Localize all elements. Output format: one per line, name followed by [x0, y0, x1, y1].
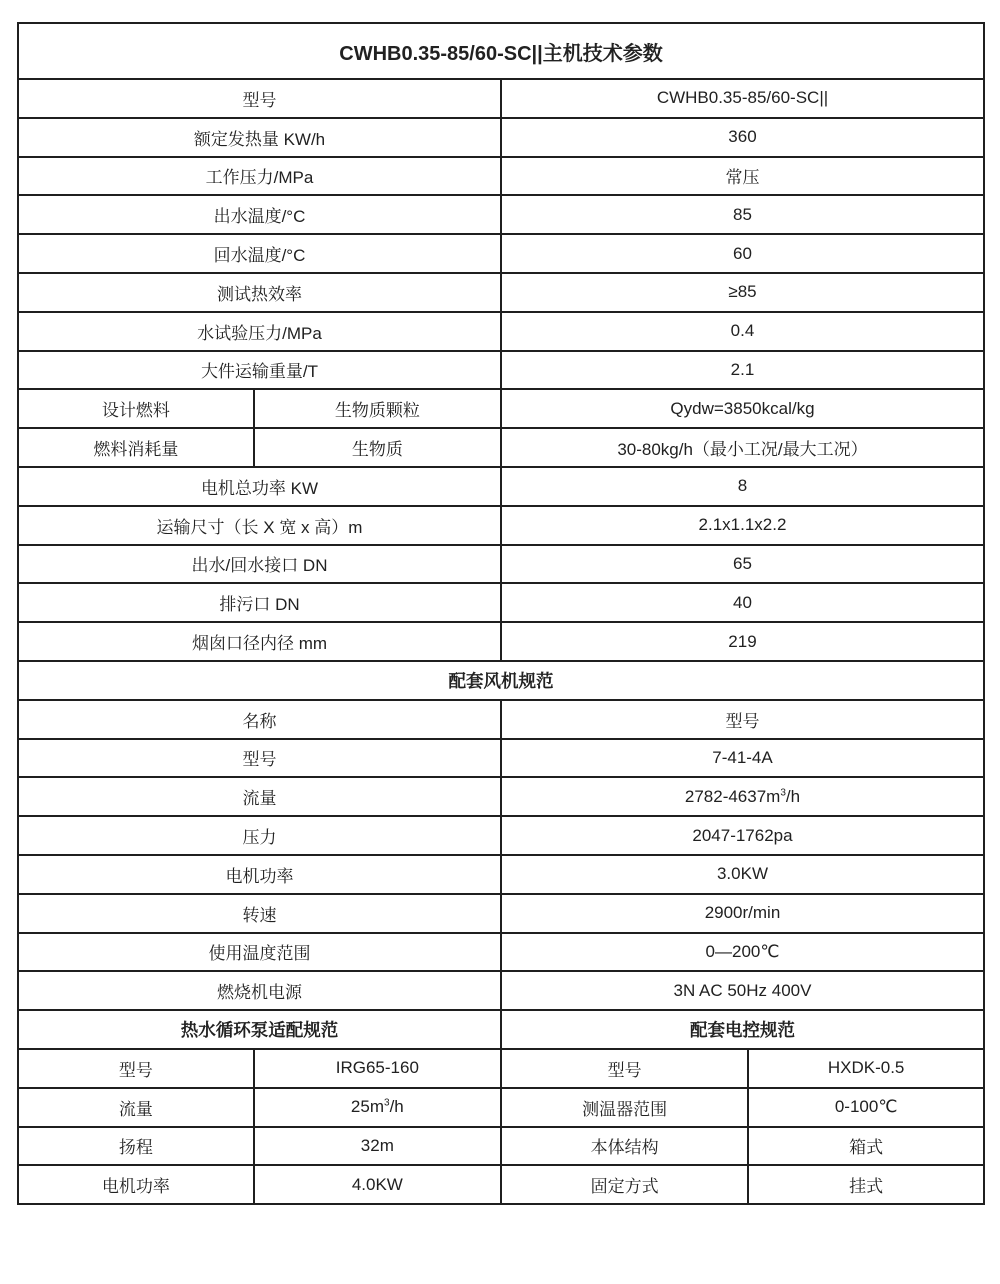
- table-row: [18, 816, 984, 855]
- param-value: 2900r/min: [501, 894, 984, 933]
- param-label: 大件运输重量/T: [18, 351, 501, 390]
- param-value: 3N AC 50Hz 400V: [501, 971, 984, 1010]
- param-label: 测温器范围: [501, 1088, 748, 1127]
- table-row: [18, 933, 984, 972]
- param-label: 扬程: [18, 1127, 254, 1166]
- value-text: /h: [785, 786, 801, 806]
- table-row: [18, 79, 984, 118]
- table-row: [18, 583, 984, 622]
- param-value: [501, 777, 984, 816]
- value-text: 2782-4637m: [684, 786, 781, 806]
- param-label: 固定方式: [501, 1165, 748, 1204]
- param-label: 型号: [18, 79, 501, 118]
- param-label: 出水/回水接口 DN: [18, 545, 501, 584]
- param-label: 电机功率: [18, 855, 501, 894]
- param-value: Qydw=3850kcal/kg: [501, 389, 984, 428]
- table-row: [18, 545, 984, 584]
- param-value: 2047-1762pa: [501, 816, 984, 855]
- param-value: CWHB0.35-85/60-SC||: [501, 79, 984, 118]
- param-label: 使用温度范围: [18, 933, 501, 972]
- table-row: [18, 661, 984, 700]
- table-row: [18, 234, 984, 273]
- table-row: [18, 1010, 984, 1049]
- param-label: 烟囱口径内径 mm: [18, 622, 501, 661]
- value-text: /h: [389, 1097, 404, 1117]
- table-row: [18, 389, 984, 428]
- table-row: [18, 428, 984, 467]
- param-label: 运输尺寸（长 X 宽 x 高）m: [18, 506, 501, 545]
- pump-section-header: 热水循环泵适配规范: [18, 1010, 501, 1049]
- table-row: [18, 622, 984, 661]
- param-sublabel: 生物质: [254, 428, 501, 467]
- param-label: 水试验压力/MPa: [18, 312, 501, 351]
- param-value: 7-41-4A: [501, 739, 984, 778]
- param-label: 燃料消耗量: [18, 428, 254, 467]
- table-row: [18, 855, 984, 894]
- table-row: [18, 351, 984, 390]
- table-row: [18, 1127, 984, 1166]
- table-row: [18, 777, 984, 816]
- param-label: 型号: [501, 1049, 748, 1088]
- table-row: [18, 157, 984, 196]
- param-value: 箱式: [748, 1127, 984, 1166]
- param-label: 测试热效率: [18, 273, 501, 312]
- param-label: 出水温度/°C: [18, 195, 501, 234]
- table-row: [18, 894, 984, 933]
- param-label: 电机总功率 KW: [18, 467, 501, 506]
- param-value: 常压: [501, 157, 984, 196]
- param-value: 0—200℃: [501, 933, 984, 972]
- table-row: [18, 118, 984, 157]
- param-label: 设计燃料: [18, 389, 254, 428]
- param-label: 燃烧机电源: [18, 971, 501, 1010]
- table-row: [18, 23, 984, 79]
- table-row: [18, 971, 984, 1010]
- param-value: 30-80kg/h（最小工况/最大工况）: [501, 428, 984, 467]
- table-row: [18, 739, 984, 778]
- param-value: HXDK-0.5: [748, 1049, 984, 1088]
- param-value: 3.0KW: [501, 855, 984, 894]
- param-label: 流量: [18, 1088, 254, 1127]
- table-row: [18, 506, 984, 545]
- param-label: 压力: [18, 816, 501, 855]
- superscript: 3: [384, 1097, 390, 1109]
- param-label: 名称: [18, 700, 501, 739]
- param-label: 型号: [18, 739, 501, 778]
- value-text: 25m: [350, 1097, 384, 1117]
- param-value: 32m: [254, 1127, 501, 1166]
- param-value: 85: [501, 195, 984, 234]
- param-value: 2.1: [501, 351, 984, 390]
- param-value: 60: [501, 234, 984, 273]
- spec-table: [17, 22, 985, 1205]
- param-value: [254, 1088, 501, 1127]
- param-value: 型号: [501, 700, 984, 739]
- table-row: [18, 467, 984, 506]
- param-value: 0-100℃: [748, 1088, 984, 1127]
- param-label: 流量: [18, 777, 501, 816]
- param-label: 转速: [18, 894, 501, 933]
- param-label: 电机功率: [18, 1165, 254, 1204]
- param-value: 0.4: [501, 312, 984, 351]
- table-row: [18, 312, 984, 351]
- param-value: 4.0KW: [254, 1165, 501, 1204]
- superscript: 3: [780, 787, 786, 799]
- table-title: CWHB0.35-85/60-SC||主机技术参数: [18, 23, 984, 79]
- table-row: [18, 700, 984, 739]
- table-row: [18, 1049, 984, 1088]
- table-row: [18, 195, 984, 234]
- param-value: IRG65-160: [254, 1049, 501, 1088]
- fan-section-header: 配套风机规范: [18, 661, 984, 700]
- param-label: 本体结构: [501, 1127, 748, 1166]
- param-value: 8: [501, 467, 984, 506]
- param-value: 219: [501, 622, 984, 661]
- table-row: [18, 273, 984, 312]
- param-label: 排污口 DN: [18, 583, 501, 622]
- param-value: 360: [501, 118, 984, 157]
- table-row: [18, 1165, 984, 1204]
- param-sublabel: 生物质颗粒: [254, 389, 501, 428]
- table-row: [18, 1088, 984, 1127]
- param-label: 工作压力/MPa: [18, 157, 501, 196]
- param-label: 型号: [18, 1049, 254, 1088]
- param-value: 2.1x1.1x2.2: [501, 506, 984, 545]
- param-value: 40: [501, 583, 984, 622]
- param-label: 回水温度/°C: [18, 234, 501, 273]
- param-value: 挂式: [748, 1165, 984, 1204]
- param-value: ≥85: [501, 273, 984, 312]
- control-section-header: 配套电控规范: [501, 1010, 984, 1049]
- param-value: 65: [501, 545, 984, 584]
- param-label: 额定发热量 KW/h: [18, 118, 501, 157]
